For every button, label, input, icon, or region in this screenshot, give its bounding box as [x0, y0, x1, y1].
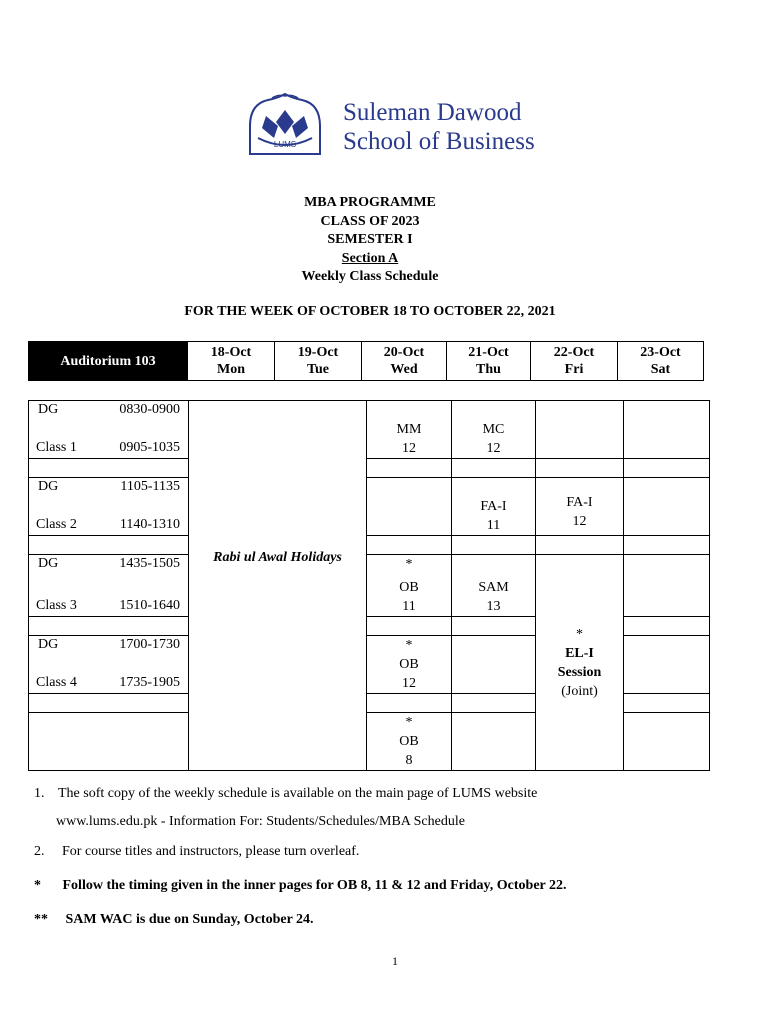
empty-cell: [452, 617, 536, 636]
section-label: Section A: [341, 250, 399, 266]
page-number: 1: [392, 954, 398, 968]
time-slot-1: [29, 401, 189, 459]
class-label: Class 4: [36, 675, 77, 690]
course-code: SAM: [478, 580, 509, 595]
course-section: 11: [486, 518, 501, 533]
course-code: EL-I: [565, 645, 594, 661]
empty-cell: [452, 694, 536, 713]
programme-title: MBA PROGRAMME: [304, 195, 436, 210]
note-text: SAM WAC is due on Sunday, October 24.: [65, 912, 314, 927]
course-code: MM: [396, 422, 422, 437]
thu-slot-1: [452, 401, 536, 459]
day-name: Sat: [650, 362, 671, 377]
wed-slot-3: [367, 555, 452, 617]
school-name: [343, 98, 535, 156]
time-slot-4: [29, 636, 189, 694]
day-name: Mon: [217, 362, 245, 377]
empty-cell: [624, 617, 710, 636]
course-code: OB: [399, 657, 419, 672]
course-section: 11: [402, 599, 416, 614]
emblem-label: LUMS: [273, 140, 297, 149]
spacer-row: [29, 617, 189, 636]
sat-slot-3: [624, 555, 710, 617]
spacer-row: [29, 694, 189, 713]
day-date: 20-Oct: [383, 345, 425, 360]
day-header-sat: [618, 342, 704, 381]
schedule-title: Weekly Class Schedule: [301, 269, 439, 284]
day-name: Fri: [564, 362, 584, 377]
lums-emblem-icon: [244, 92, 326, 158]
holiday-label: Rabi ul Awal Holidays: [213, 549, 342, 565]
course-code: FA-I: [566, 495, 593, 510]
empty-cell: [452, 459, 536, 478]
note-marker: *: [34, 878, 41, 893]
asterisk-mark: *: [405, 557, 413, 572]
school-name-line2: School of Business: [343, 128, 535, 155]
spacer-row: [29, 536, 189, 555]
holiday-cell: [189, 401, 367, 771]
day-date: 22-Oct: [553, 345, 595, 360]
note-2: [34, 844, 359, 860]
class-time: 1735-1905: [119, 675, 180, 690]
class-time: 1140-1310: [119, 517, 180, 532]
document-header: [0, 194, 740, 287]
course-code: MC: [482, 422, 505, 437]
joint-label: (Joint): [561, 683, 598, 699]
empty-cell: [624, 459, 710, 478]
dg-time: 1700-1730: [119, 637, 180, 652]
fri-slot-2: [536, 478, 624, 536]
asterisk-mark: *: [405, 715, 413, 730]
note-3: [34, 878, 567, 894]
sat-slot-4: [624, 636, 710, 694]
fri-joint-session: [536, 555, 624, 771]
sat-slot-2: [624, 478, 710, 536]
asterisk-mark: *: [405, 638, 413, 653]
course-section: 12: [486, 441, 501, 456]
day-header-table: [28, 341, 704, 381]
dg-label: DG: [38, 637, 59, 652]
asterisk-mark: *: [576, 626, 583, 642]
note-4: [34, 912, 314, 928]
schedule-table: [28, 400, 710, 771]
class-label: Class 2: [36, 517, 77, 532]
class-label: Class 1: [36, 440, 77, 455]
course-code: FA-I: [480, 499, 507, 514]
class-label: Class 3: [36, 598, 77, 613]
day-header-tue: [275, 342, 362, 381]
dg-time: 0830-0900: [119, 402, 180, 417]
day-date: 19-Oct: [297, 345, 339, 360]
empty-cell: [367, 617, 452, 636]
day-date: 21-Oct: [468, 345, 509, 360]
school-logo: [244, 92, 544, 162]
course-code: OB: [399, 734, 419, 749]
thu-slot-4: [452, 636, 536, 694]
school-name-line1: Suleman Dawood: [343, 99, 522, 126]
spacer-row: [29, 459, 189, 478]
extra-slot: [29, 713, 189, 771]
class-time: 0905-1035: [119, 440, 180, 455]
day-header-fri: [531, 342, 618, 381]
empty-cell: [536, 459, 624, 478]
thu-slot-2: [452, 478, 536, 536]
venue-label: Auditorium 103: [29, 342, 188, 381]
empty-cell: [367, 536, 452, 555]
fri-slot-1: [536, 401, 624, 459]
course-section: 13: [486, 599, 501, 614]
session-label: Session: [557, 664, 602, 680]
course-section: 12: [402, 676, 416, 691]
sat-slot-5: [624, 713, 710, 771]
day-header-mon: [188, 342, 275, 381]
empty-cell: [452, 536, 536, 555]
sat-slot-1: [624, 401, 710, 459]
dg-label: DG: [38, 402, 59, 417]
empty-cell: [367, 694, 452, 713]
class-year: CLASS OF 2023: [320, 213, 420, 229]
note-marker: **: [34, 912, 48, 927]
note-1-continued: www.lums.edu.pk - Information For: Students/Schedules/MBA Schedule: [56, 814, 465, 829]
empty-cell: [624, 536, 710, 555]
note-number: 2.: [34, 844, 45, 859]
day-date: 23-Oct: [640, 345, 681, 360]
empty-cell: [536, 536, 624, 555]
note-1: [34, 786, 537, 802]
wed-slot-1: [367, 401, 452, 459]
note-text: Follow the timing given in the inner pages for OB 8, 11 & 12 and Friday, October 22.: [62, 878, 567, 893]
dg-time: 1435-1505: [119, 556, 180, 571]
course-section: 12: [572, 514, 587, 529]
wed-slot-2: [367, 478, 452, 536]
day-header-wed: [362, 342, 447, 381]
class-time: 1510-1640: [119, 598, 180, 613]
course-code: OB: [399, 580, 419, 595]
dg-label: DG: [38, 479, 59, 494]
day-name: Tue: [306, 362, 330, 377]
course-section: 8: [405, 753, 413, 768]
wed-slot-5: [367, 713, 452, 771]
dg-time: 1105-1135: [120, 479, 180, 494]
semester: SEMESTER I: [327, 232, 413, 247]
thu-slot-3: [452, 555, 536, 617]
day-name: Thu: [476, 362, 501, 377]
wed-slot-4: [367, 636, 452, 694]
note-number: 1.: [34, 786, 45, 801]
day-date: 18-Oct: [210, 345, 252, 360]
time-slot-2: [29, 478, 189, 536]
empty-cell: [367, 459, 452, 478]
empty-cell: [624, 694, 710, 713]
note-text: For course titles and instructors, please turn overleaf.: [62, 844, 360, 859]
note-text: The soft copy of the weekly schedule is available on the main page of LUMS website: [58, 786, 538, 801]
dg-label: DG: [38, 556, 59, 571]
day-name: Wed: [390, 362, 418, 377]
thu-slot-5: [452, 713, 536, 771]
course-section: 12: [402, 441, 416, 456]
day-header-thu: [447, 342, 531, 381]
time-slot-3: [29, 555, 189, 617]
week-range: FOR THE WEEK OF OCTOBER 18 TO OCTOBER 22, 2021: [184, 304, 556, 319]
